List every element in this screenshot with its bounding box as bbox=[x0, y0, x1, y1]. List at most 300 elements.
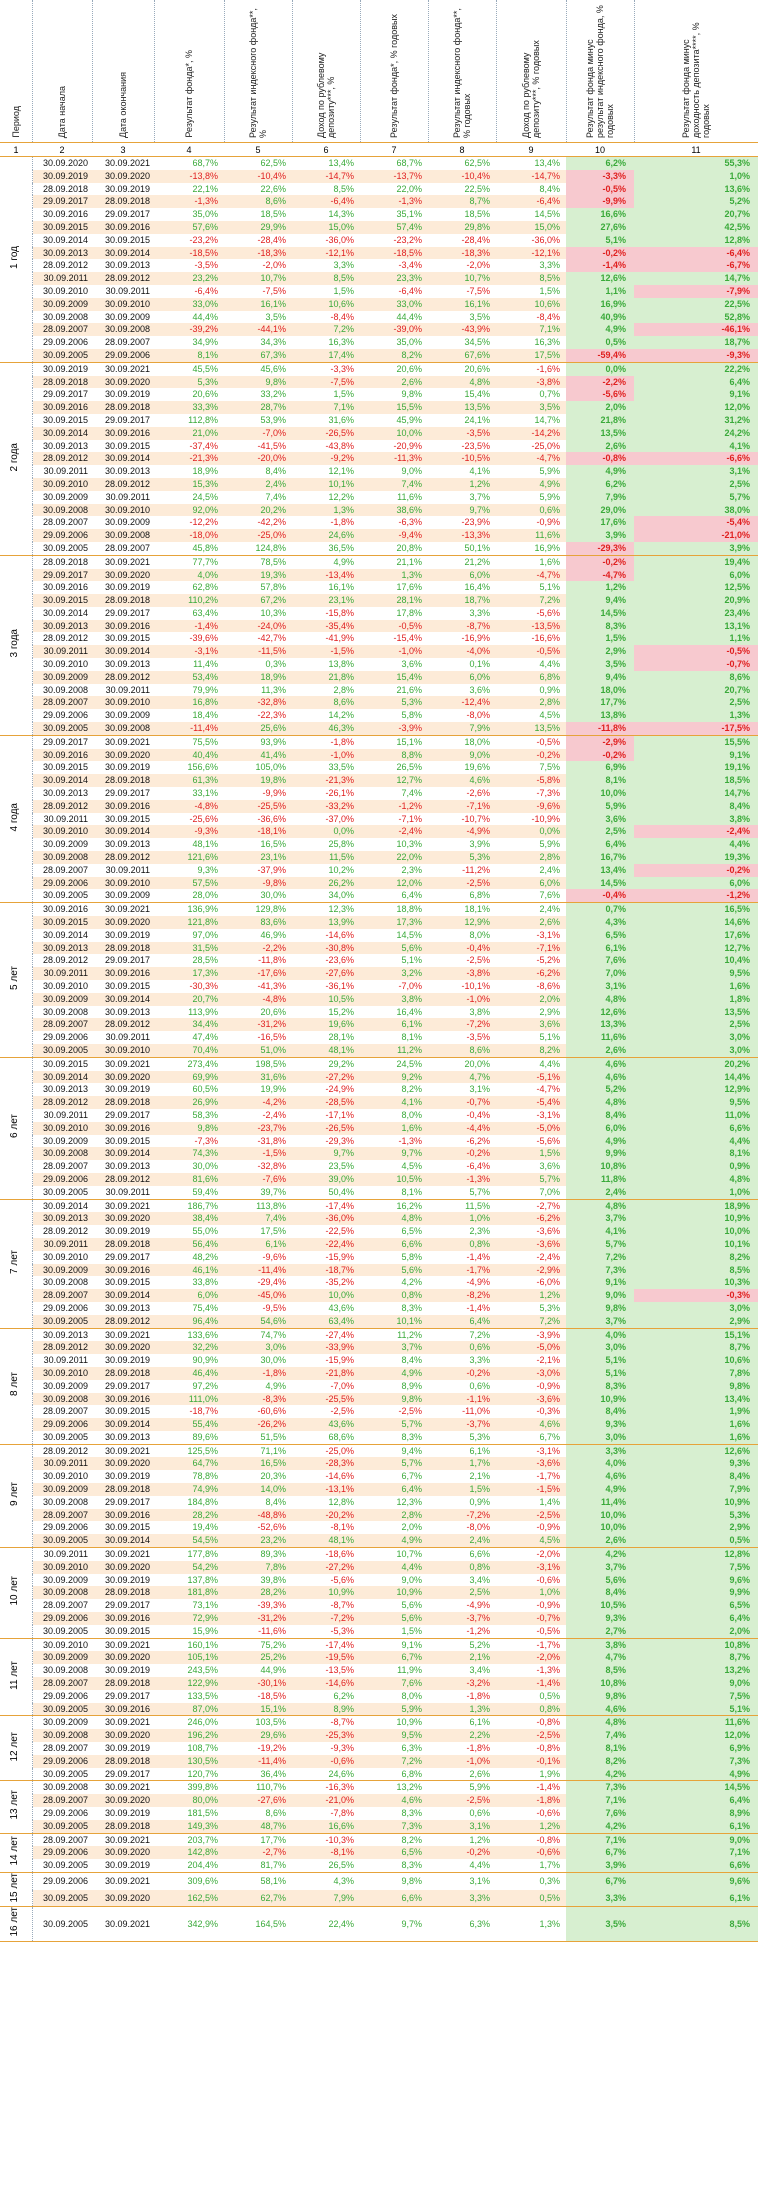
period-cell bbox=[0, 1548, 32, 1639]
value-cell: 4,8% bbox=[566, 1199, 634, 1212]
value-cell: 11,6% bbox=[566, 1031, 634, 1044]
value-cell: -31,8% bbox=[224, 1135, 292, 1148]
value-cell: 8,9% bbox=[360, 1380, 428, 1393]
value-cell: 31,2% bbox=[634, 414, 758, 427]
table-row bbox=[0, 1354, 758, 1367]
value-cell: 70,4% bbox=[154, 1044, 224, 1057]
table-row bbox=[0, 838, 758, 851]
value-cell: 10,0% bbox=[566, 1521, 634, 1534]
value-cell: 0,5% bbox=[496, 1690, 566, 1703]
date-cell: 30.09.2019 bbox=[92, 1664, 154, 1677]
value-cell: 7,2% bbox=[428, 1328, 496, 1341]
value-cell: 5,2% bbox=[566, 1083, 634, 1096]
value-cell: -2,2% bbox=[224, 942, 292, 955]
value-cell: -25,6% bbox=[154, 813, 224, 826]
value-cell: 3,9% bbox=[566, 1859, 634, 1872]
date-cell: 30.09.2008 bbox=[32, 311, 92, 324]
value-cell: 9,7% bbox=[428, 504, 496, 517]
value-cell: 52,8% bbox=[634, 311, 758, 324]
value-cell: 4,8% bbox=[566, 1716, 634, 1729]
table-row bbox=[0, 1574, 758, 1587]
value-cell: 9,4% bbox=[566, 594, 634, 607]
date-cell: 28.09.2018 bbox=[92, 1483, 154, 1496]
value-cell: -42,7% bbox=[224, 632, 292, 645]
value-cell: 23,2% bbox=[224, 1534, 292, 1547]
value-cell: 4,1% bbox=[360, 1096, 428, 1109]
value-cell: 5,3% bbox=[634, 1509, 758, 1522]
value-cell: 2,5% bbox=[428, 1586, 496, 1599]
value-cell: 8,5% bbox=[496, 272, 566, 285]
value-cell: 81,7% bbox=[224, 1859, 292, 1872]
value-cell: 57,5% bbox=[154, 877, 224, 890]
value-cell: 7,2% bbox=[566, 1251, 634, 1264]
date-cell: 30.09.2005 bbox=[32, 889, 92, 902]
value-cell: -0,3% bbox=[634, 1289, 758, 1302]
date-cell: 30.09.2014 bbox=[92, 1534, 154, 1547]
table-row bbox=[0, 516, 758, 529]
period-label: 14 лет bbox=[9, 1836, 21, 1866]
value-cell: 5,3% bbox=[428, 851, 496, 864]
value-cell: 12,7% bbox=[634, 942, 758, 955]
value-cell: 3,6% bbox=[496, 1018, 566, 1031]
value-cell: 26,5% bbox=[292, 1859, 360, 1872]
date-cell: 30.09.2019 bbox=[92, 761, 154, 774]
value-cell: 6,8% bbox=[360, 1768, 428, 1781]
date-cell: 30.09.2021 bbox=[92, 1872, 154, 1889]
value-cell: 8,5% bbox=[634, 1264, 758, 1277]
period-cell bbox=[0, 903, 32, 1058]
table-row bbox=[0, 581, 758, 594]
value-cell: 20,7% bbox=[634, 208, 758, 221]
value-cell: -10,3% bbox=[292, 1833, 360, 1846]
value-cell: 14,0% bbox=[224, 1483, 292, 1496]
value-cell: 30,0% bbox=[224, 1354, 292, 1367]
value-cell: -0,5% bbox=[566, 183, 634, 196]
column-number: 11 bbox=[634, 143, 758, 157]
value-cell: 5,6% bbox=[360, 1264, 428, 1277]
table-row bbox=[0, 208, 758, 221]
value-cell: 3,3% bbox=[428, 1354, 496, 1367]
value-cell: 28,1% bbox=[360, 594, 428, 607]
value-cell: 105,1% bbox=[154, 1651, 224, 1664]
value-cell: 25,6% bbox=[224, 722, 292, 735]
table-row bbox=[0, 1833, 758, 1846]
value-cell: 17,5% bbox=[224, 1225, 292, 1238]
value-cell: -3,1% bbox=[496, 1561, 566, 1574]
value-cell: 9,6% bbox=[634, 1574, 758, 1587]
value-cell: 6,4% bbox=[634, 1794, 758, 1807]
value-cell: 33,1% bbox=[154, 787, 224, 800]
value-cell: 20,0% bbox=[428, 1057, 496, 1070]
value-cell: 15,3% bbox=[154, 478, 224, 491]
value-cell: 2,0% bbox=[496, 993, 566, 1006]
column-number: 7 bbox=[360, 143, 428, 157]
value-cell: 11,5% bbox=[428, 1199, 496, 1212]
table-row bbox=[0, 1457, 758, 1470]
value-cell: 75,2% bbox=[224, 1638, 292, 1651]
value-cell: 10,5% bbox=[292, 993, 360, 1006]
value-cell: -2,4% bbox=[224, 1109, 292, 1122]
value-cell: 11,4% bbox=[566, 1496, 634, 1509]
value-cell: 5,1% bbox=[566, 234, 634, 247]
value-cell: 6,6% bbox=[634, 1122, 758, 1135]
value-cell: 7,9% bbox=[428, 722, 496, 735]
value-cell: 3,5% bbox=[224, 311, 292, 324]
period-cell bbox=[0, 1057, 32, 1199]
value-cell: 5,1% bbox=[496, 1031, 566, 1044]
value-cell: 8,8% bbox=[360, 749, 428, 762]
table-row bbox=[0, 1742, 758, 1755]
value-cell: 7,9% bbox=[292, 1890, 360, 1907]
date-cell: 30.09.2013 bbox=[92, 658, 154, 671]
date-cell: 28.09.2007 bbox=[32, 1742, 92, 1755]
date-cell: 29.09.2017 bbox=[92, 607, 154, 620]
date-cell: 28.09.2007 bbox=[32, 1160, 92, 1173]
period-cell bbox=[0, 1833, 32, 1872]
date-cell: 30.09.2013 bbox=[32, 1328, 92, 1341]
value-cell: 5,7% bbox=[566, 1238, 634, 1251]
value-cell: 3,1% bbox=[428, 1820, 496, 1833]
value-cell: -18,7% bbox=[154, 1405, 224, 1418]
value-cell: 29,9% bbox=[224, 221, 292, 234]
value-cell: -11,2% bbox=[428, 864, 496, 877]
value-cell: 6,6% bbox=[360, 1890, 428, 1907]
value-cell: 3,0% bbox=[566, 1431, 634, 1444]
value-cell: 39,8% bbox=[224, 1574, 292, 1587]
value-cell: 204,4% bbox=[154, 1859, 224, 1872]
value-cell: 125,5% bbox=[154, 1444, 224, 1457]
value-cell: -3,4% bbox=[360, 259, 428, 272]
value-cell: 73,1% bbox=[154, 1599, 224, 1612]
value-cell: -43,8% bbox=[292, 440, 360, 453]
value-cell: 10,1% bbox=[634, 1238, 758, 1251]
value-cell: 6,6% bbox=[360, 1238, 428, 1251]
date-cell: 30.09.2020 bbox=[92, 1071, 154, 1084]
value-cell: 121,8% bbox=[154, 916, 224, 929]
date-cell: 30.09.2009 bbox=[32, 671, 92, 684]
value-cell: 6,7% bbox=[566, 1872, 634, 1889]
value-cell: 177,8% bbox=[154, 1548, 224, 1561]
table-row bbox=[0, 813, 758, 826]
value-cell: 2,6% bbox=[360, 376, 428, 389]
date-cell: 30.09.2011 bbox=[92, 1031, 154, 1044]
period-cell bbox=[0, 1716, 32, 1781]
value-cell: 34,4% bbox=[154, 1018, 224, 1031]
value-cell: -9,3% bbox=[634, 349, 758, 362]
value-cell: -6,4% bbox=[292, 195, 360, 208]
value-cell: 2,9% bbox=[634, 1315, 758, 1328]
value-cell: 5,1% bbox=[360, 954, 428, 967]
value-cell: 10,3% bbox=[360, 838, 428, 851]
table-row bbox=[0, 1846, 758, 1859]
value-cell: 6,7% bbox=[360, 1470, 428, 1483]
value-cell: 1,0% bbox=[634, 1186, 758, 1199]
value-cell: 10,6% bbox=[496, 298, 566, 311]
date-cell: 30.09.2020 bbox=[92, 170, 154, 183]
value-cell: 19,4% bbox=[154, 1521, 224, 1534]
column-number: 3 bbox=[92, 143, 154, 157]
period-label: 16 лет bbox=[9, 1907, 21, 1937]
value-cell: -13,5% bbox=[496, 620, 566, 633]
value-cell: -2,5% bbox=[428, 954, 496, 967]
value-cell: -1,3% bbox=[496, 1664, 566, 1677]
value-cell: 12,7% bbox=[360, 774, 428, 787]
date-cell: 29.09.2017 bbox=[92, 1768, 154, 1781]
value-cell: -14,6% bbox=[292, 1470, 360, 1483]
table-row bbox=[0, 414, 758, 427]
table-row bbox=[0, 1071, 758, 1084]
value-cell: 3,6% bbox=[360, 658, 428, 671]
table-row bbox=[0, 491, 758, 504]
value-cell: 8,3% bbox=[566, 1380, 634, 1393]
value-cell: -2,2% bbox=[566, 376, 634, 389]
value-cell: 3,8% bbox=[428, 1006, 496, 1019]
value-cell: 8,2% bbox=[496, 1044, 566, 1057]
value-cell: 8,3% bbox=[360, 1859, 428, 1872]
value-cell: 2,6% bbox=[566, 440, 634, 453]
value-cell: 23,1% bbox=[292, 594, 360, 607]
value-cell: -3,7% bbox=[428, 1612, 496, 1625]
value-cell: -2,9% bbox=[496, 1264, 566, 1277]
value-cell: 1,0% bbox=[496, 1586, 566, 1599]
value-cell: 19,6% bbox=[292, 1018, 360, 1031]
value-cell: 2,5% bbox=[566, 825, 634, 838]
date-cell: 30.09.2021 bbox=[92, 1716, 154, 1729]
value-cell: -3,5% bbox=[154, 259, 224, 272]
value-cell: -2,0% bbox=[496, 1548, 566, 1561]
date-cell: 30.09.2019 bbox=[92, 1470, 154, 1483]
value-cell: -9,2% bbox=[292, 452, 360, 465]
value-cell: -7,5% bbox=[428, 285, 496, 298]
value-cell: 89,6% bbox=[154, 1431, 224, 1444]
value-cell: 2,1% bbox=[428, 1470, 496, 1483]
value-cell: -3,6% bbox=[496, 1238, 566, 1251]
value-cell: -30,1% bbox=[224, 1677, 292, 1690]
value-cell: 17,4% bbox=[292, 349, 360, 362]
value-cell: 133,5% bbox=[154, 1690, 224, 1703]
value-cell: 2,6% bbox=[566, 1534, 634, 1547]
value-cell: 11,9% bbox=[360, 1664, 428, 1677]
value-cell: 11,2% bbox=[360, 1328, 428, 1341]
value-cell: 6,9% bbox=[566, 761, 634, 774]
value-cell: 4,9% bbox=[496, 478, 566, 491]
value-cell: 13,4% bbox=[566, 864, 634, 877]
table-row bbox=[0, 620, 758, 633]
date-cell: 30.09.2015 bbox=[92, 1405, 154, 1418]
value-cell: 3,6% bbox=[566, 813, 634, 826]
value-cell: 3,8% bbox=[634, 813, 758, 826]
value-cell: -0,2% bbox=[496, 749, 566, 762]
value-cell: 12,8% bbox=[634, 234, 758, 247]
value-cell: 31,6% bbox=[292, 414, 360, 427]
date-cell: 30.09.2014 bbox=[92, 1147, 154, 1160]
date-cell: 30.09.2009 bbox=[92, 311, 154, 324]
date-cell: 30.09.2011 bbox=[92, 684, 154, 697]
table-row bbox=[0, 774, 758, 787]
value-cell: 55,0% bbox=[154, 1225, 224, 1238]
date-cell: 30.09.2015 bbox=[32, 594, 92, 607]
value-cell: 3,0% bbox=[634, 1302, 758, 1315]
value-cell: 28,1% bbox=[292, 1031, 360, 1044]
table-row bbox=[0, 323, 758, 336]
value-cell: -6,4% bbox=[634, 247, 758, 260]
value-cell: 2,4% bbox=[428, 1534, 496, 1547]
date-cell: 30.09.2016 bbox=[92, 1393, 154, 1406]
value-cell: 5,6% bbox=[360, 1599, 428, 1612]
value-cell: 3,8% bbox=[360, 993, 428, 1006]
value-cell: 8,7% bbox=[428, 195, 496, 208]
value-cell: 55,3% bbox=[634, 157, 758, 170]
date-cell: 29.09.2006 bbox=[32, 1031, 92, 1044]
value-cell: -22,5% bbox=[292, 1225, 360, 1238]
value-cell: 4,8% bbox=[566, 993, 634, 1006]
value-cell: 111,0% bbox=[154, 1393, 224, 1406]
value-cell: 78,5% bbox=[224, 555, 292, 568]
value-cell: 38,4% bbox=[154, 1212, 224, 1225]
date-cell: 30.09.2016 bbox=[32, 903, 92, 916]
value-cell: -0,2% bbox=[428, 1846, 496, 1859]
value-cell: 26,5% bbox=[360, 761, 428, 774]
value-cell: 26,9% bbox=[154, 1096, 224, 1109]
value-cell: 181,8% bbox=[154, 1586, 224, 1599]
table-row bbox=[0, 761, 758, 774]
value-cell: -5,4% bbox=[496, 1096, 566, 1109]
value-cell: -0,6% bbox=[496, 1807, 566, 1820]
value-cell: 6,0% bbox=[428, 671, 496, 684]
date-cell: 30.09.2008 bbox=[32, 1781, 92, 1794]
value-cell: 6,5% bbox=[634, 1599, 758, 1612]
value-cell: 14,5% bbox=[566, 877, 634, 890]
value-cell: 16,2% bbox=[360, 1199, 428, 1212]
value-cell: 11,6% bbox=[360, 491, 428, 504]
value-cell: 9,1% bbox=[634, 388, 758, 401]
value-cell: -25,5% bbox=[224, 800, 292, 813]
value-cell: 8,3% bbox=[360, 1302, 428, 1315]
value-cell: 9,8% bbox=[360, 388, 428, 401]
table-row bbox=[0, 504, 758, 517]
value-cell: -0,5% bbox=[360, 620, 428, 633]
value-cell: -5,6% bbox=[496, 1135, 566, 1148]
value-cell: 16,3% bbox=[496, 336, 566, 349]
value-cell: 6,1% bbox=[634, 1890, 758, 1907]
value-cell: 3,0% bbox=[634, 1031, 758, 1044]
table-row bbox=[0, 1315, 758, 1328]
value-cell: -2,0% bbox=[224, 259, 292, 272]
value-cell: 47,4% bbox=[154, 1031, 224, 1044]
value-cell: -36,0% bbox=[292, 234, 360, 247]
value-cell: 29,8% bbox=[428, 221, 496, 234]
date-cell: 29.09.2017 bbox=[92, 1109, 154, 1122]
column-number: 2 bbox=[32, 143, 92, 157]
value-cell: 137,8% bbox=[154, 1574, 224, 1587]
value-cell: -6,2% bbox=[428, 1135, 496, 1148]
value-cell: 2,8% bbox=[360, 1509, 428, 1522]
value-cell: 1,7% bbox=[496, 1859, 566, 1872]
date-cell: 30.09.2020 bbox=[92, 376, 154, 389]
table-row bbox=[0, 1470, 758, 1483]
value-cell: 181,5% bbox=[154, 1807, 224, 1820]
date-cell: 28.09.2007 bbox=[32, 323, 92, 336]
date-cell: 30.09.2021 bbox=[92, 1907, 154, 1941]
table-row bbox=[0, 376, 758, 389]
value-cell: -21,3% bbox=[154, 452, 224, 465]
value-cell: -3,3% bbox=[566, 170, 634, 183]
value-cell: 4,8% bbox=[566, 1096, 634, 1109]
value-cell: -27,2% bbox=[292, 1071, 360, 1084]
table-row bbox=[0, 1872, 758, 1889]
value-cell: 3,0% bbox=[634, 1044, 758, 1057]
value-cell: -11,4% bbox=[224, 1264, 292, 1277]
value-cell: 5,3% bbox=[428, 1431, 496, 1444]
value-cell: -27,6% bbox=[292, 967, 360, 980]
value-cell: 1,3% bbox=[496, 1907, 566, 1941]
value-cell: 7,2% bbox=[496, 594, 566, 607]
value-cell: 30,0% bbox=[154, 1160, 224, 1173]
table-row bbox=[0, 1859, 758, 1872]
value-cell: 9,6% bbox=[634, 1872, 758, 1889]
table-row bbox=[0, 1703, 758, 1716]
value-cell: 22,0% bbox=[360, 183, 428, 196]
table-row bbox=[0, 529, 758, 542]
value-cell: 15,2% bbox=[292, 1006, 360, 1019]
value-cell: 10,0% bbox=[360, 427, 428, 440]
value-cell: 9,8% bbox=[360, 1872, 428, 1889]
column-number: 6 bbox=[292, 143, 360, 157]
date-cell: 28.09.2012 bbox=[92, 671, 154, 684]
date-cell: 28.09.2007 bbox=[92, 542, 154, 555]
value-cell: 12,3% bbox=[292, 903, 360, 916]
table-row bbox=[0, 221, 758, 234]
value-cell: 18,0% bbox=[566, 684, 634, 697]
date-cell: 30.09.2019 bbox=[92, 183, 154, 196]
value-cell: 2,4% bbox=[224, 478, 292, 491]
period-cell bbox=[0, 1199, 32, 1328]
value-cell: 13,3% bbox=[566, 1018, 634, 1031]
value-cell: 1,6% bbox=[634, 1418, 758, 1431]
value-cell: 18,5% bbox=[224, 208, 292, 221]
value-cell: 0,9% bbox=[428, 1496, 496, 1509]
value-cell: 33,0% bbox=[360, 298, 428, 311]
value-cell: 9,7% bbox=[360, 1147, 428, 1160]
table-row bbox=[0, 1638, 758, 1651]
value-cell: 17,3% bbox=[154, 967, 224, 980]
value-cell: -13,3% bbox=[428, 529, 496, 542]
value-cell: -7,5% bbox=[224, 285, 292, 298]
value-cell: 0,9% bbox=[496, 684, 566, 697]
table-row bbox=[0, 864, 758, 877]
value-cell: 13,5% bbox=[428, 401, 496, 414]
value-cell: 29,0% bbox=[566, 504, 634, 517]
value-cell: 0,8% bbox=[428, 1561, 496, 1574]
date-cell: 29.09.2006 bbox=[32, 1872, 92, 1889]
date-cell: 30.09.2009 bbox=[92, 709, 154, 722]
value-cell: -3,9% bbox=[360, 722, 428, 735]
value-cell: 77,7% bbox=[154, 555, 224, 568]
value-cell: 36,4% bbox=[224, 1768, 292, 1781]
value-cell: 48,2% bbox=[154, 1251, 224, 1264]
value-cell: 25,2% bbox=[224, 1651, 292, 1664]
value-cell: 11,3% bbox=[224, 684, 292, 697]
date-cell: 30.09.2019 bbox=[92, 1574, 154, 1587]
date-cell: 28.09.2007 bbox=[32, 696, 92, 709]
date-cell: 30.09.2015 bbox=[92, 632, 154, 645]
value-cell: 53,9% bbox=[224, 414, 292, 427]
date-cell: 30.09.2014 bbox=[92, 247, 154, 260]
date-cell: 30.09.2009 bbox=[32, 1135, 92, 1148]
value-cell: 4,6% bbox=[360, 1794, 428, 1807]
value-cell: -1,8% bbox=[224, 1367, 292, 1380]
value-cell: 113,9% bbox=[154, 1006, 224, 1019]
